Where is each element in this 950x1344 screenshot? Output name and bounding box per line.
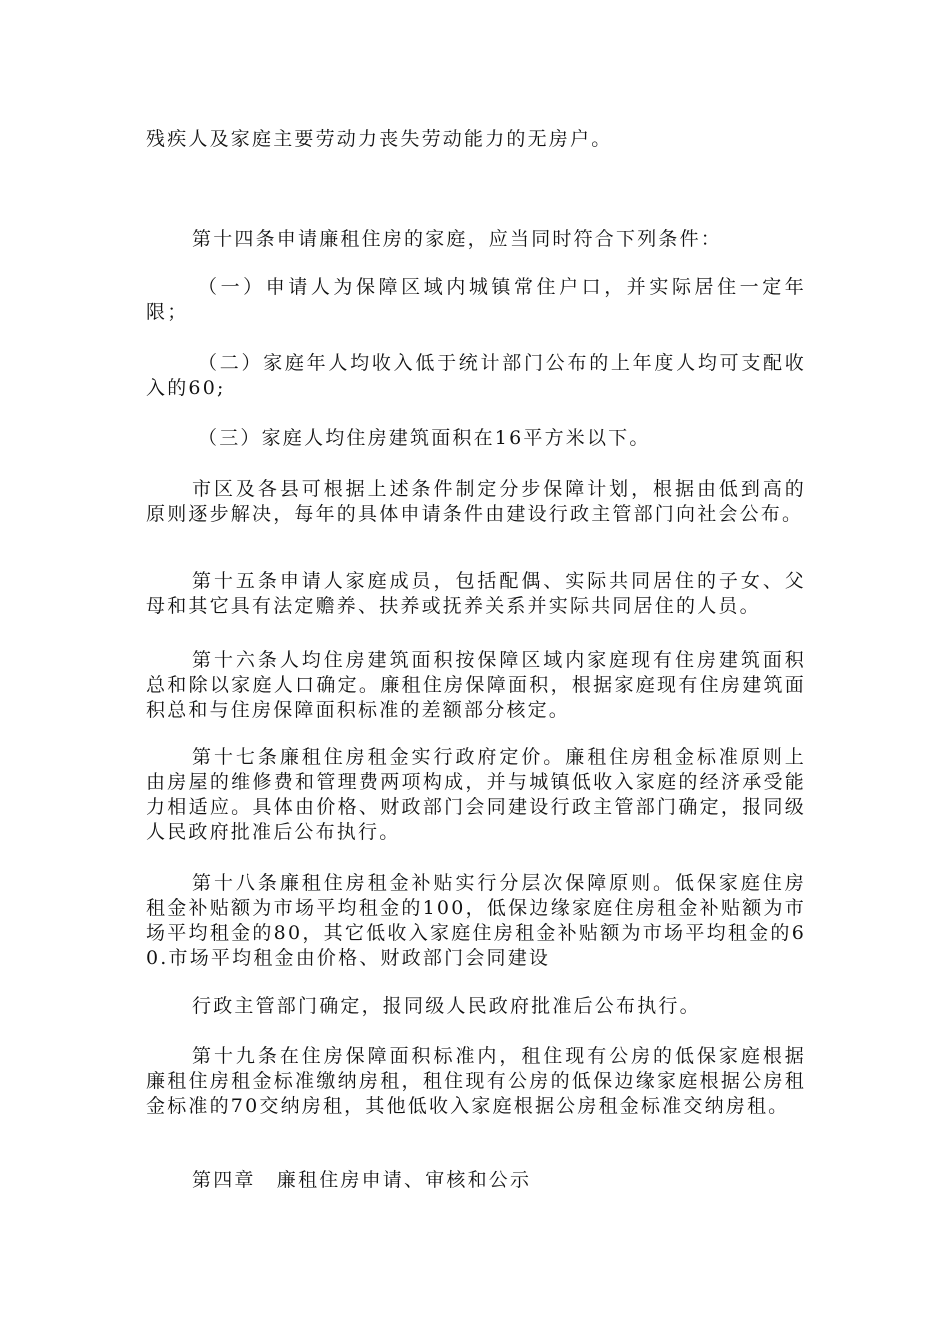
article-14: 第十四条申请廉租住房的家庭，应当同时符合下列条件：: [192, 228, 723, 250]
condition-3: （三）家庭人均住房建筑面积在16平方米以下。: [198, 427, 651, 449]
article-16: 第十六条人均住房建筑面积按保障区域内家庭现有住房建筑面积总和除以家庭人口确定。廉租住房保障面积，根据家庭现有住房建筑面积总和与住房保障面积标准的差额部分核定。: [146, 649, 806, 721]
article-15: 第十五条申请人家庭成员，包括配偶、实际共同居住的子女、父母和其它具有法定赡养、扶养或抚养关系并实际共同居住的人员。: [146, 570, 806, 617]
article-18: 第十八条廉租住房租金补贴实行分层次保障原则。低保家庭住房租金补贴额为市场平均租金的100，低保边缘家庭住房租金补贴额为市场平均租金的80，其它低收入家庭住房租金补贴额为市场平均租金的60.市场平均租金由价格、财政部门会同建设: [146, 872, 806, 969]
article-18-continuation: 行政主管部门确定，报同级人民政府批准后公布执行。: [192, 995, 701, 1017]
article-19: 第十九条在住房保障面积标准内，租住现有公房的低保家庭根据廉租住房租金标准缴纳房租，租住现有公房的低保边缘家庭根据公房租金标准的70交纳房租，其他低收入家庭根据公房租金标准交纳房租。: [146, 1045, 806, 1117]
plan-paragraph: 市区及各县可根据上述条件制定分步保障计划，根据由低到高的原则逐步解决，每年的具体申请条件由建设行政主管部门向社会公布。: [146, 478, 806, 525]
paragraph-continuation: 残疾人及家庭主要劳动力丧失劳动能力的无房户。: [146, 128, 613, 150]
chapter-heading: 第四章 廉租住房申请、审核和公示: [192, 1169, 532, 1191]
condition-2: （二）家庭年人均收入低于统计部门公布的上年度人均可支配收入的60;: [146, 352, 806, 399]
condition-1: （一）申请人为保障区域内城镇常住户口，并实际居住一定年限；: [146, 276, 806, 323]
article-17: 第十七条廉租住房租金实行政府定价。廉租住房租金标准原则上由房屋的维修费和管理费两项构成，并与城镇低收入家庭的经济承受能力相适应。具体由价格、财政部门会同建设行政主管部门确定，报同级人民政府批准后公布执行。: [146, 746, 806, 843]
